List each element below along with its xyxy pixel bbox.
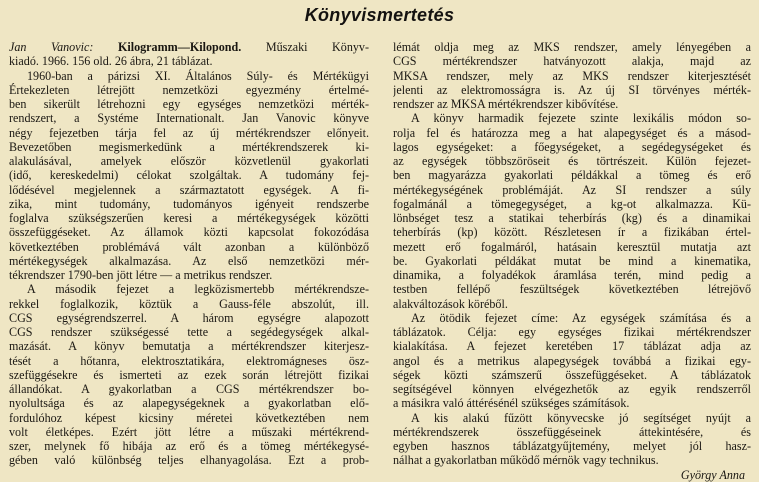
text-line: A könyv harmadik fejezete szinte lexikális módon so-	[411, 111, 751, 126]
text-line: egyben hasznos táblázatgyűjtemény, melyet jól hasz-	[393, 439, 751, 453]
text-line: teherbírás (kp) között. Részletesen ír a fizikában értel-	[393, 225, 751, 240]
book-title: Kilogramm—Kilopond.	[117, 40, 242, 54]
right-column	[393, 40, 751, 482]
text-line: következtében problémává vált azonban a különböző	[9, 239, 369, 254]
text-line: fogalmánál a tömegegységet, a kg-ot alkalmazza. Kü-	[393, 196, 751, 211]
text-line: rekkel foglalkozik, köztük a Gauss-féle abszolút, ill.	[9, 296, 369, 311]
text-line: alakváltozások köréből.	[393, 296, 508, 311]
text-line: ségek közti számszerű összefüggéseket. A táblázatok	[393, 367, 751, 382]
text-line: szer, melynek fő hibája az erő és a tömeg mértékegysé-	[9, 439, 369, 453]
text-line: jelenti az elektromosságra is. Az új SI törvényes mérték-	[393, 82, 751, 97]
text-line: táblázatok. Célja: egy egységes fizikai mértékrendszer	[393, 325, 751, 339]
text-line: az egységek többszöröseit és törtrészeit. Külön fejezet-	[393, 154, 751, 168]
text-line: segítségével könnyen elvégezhetők az egyik rendszerről	[393, 382, 751, 396]
text-line: lémát oldja meg az MKS rendszer, amely lényegében a	[393, 40, 751, 54]
text-line: 1960-ban a párizsi XI. Általános Súly- és Mértékügyi	[27, 68, 369, 83]
text-line: mértékrendszerek összefüggéseinek áttekintésére, és	[393, 424, 751, 439]
text-line: MKSA rendszer, mely az MKS rendszer kiterjesztését	[393, 68, 751, 83]
text-line: négy fejezetben tárja fel az új mértékrendszer előnyeit.	[9, 125, 369, 140]
left-column	[9, 40, 369, 468]
text-line: lagos egységeket: a főegységeket, a segédegységeket és	[393, 139, 751, 154]
text-line: testben fellépő feszültségek következtében létrejövő	[393, 282, 751, 297]
text-line: CGS egységrendszerrel. A három egységre alapozott	[9, 310, 369, 325]
text-line: gében való különbség teljes elhanyagolása. Ezt a prob-	[9, 453, 369, 468]
text-line: állandókat. A gyakorlatban a CGS mértékrendszer bo-	[9, 382, 369, 396]
review-signature: György Anna	[680, 467, 745, 482]
text-line: tékrendszer 1790-ben jött létre — a metrikus rendszer.	[9, 268, 273, 282]
page-title: Könyvismertetés	[304, 5, 455, 25]
text-line: alakulásával, amelyek először közvetlenül gyakorlati	[9, 154, 369, 168]
text-line: mazását. A könyv bemutatja a mértékrendszer kiterjesz-	[9, 339, 369, 354]
text-line: dinamika, a folyadékok áramlása terén, mind pedig a	[393, 268, 751, 282]
text-line: CGS mértékrendszer hatványozott alakja, majd az	[393, 54, 751, 69]
text-line: rendszert, a Systéme Internationalt. Jan Vanovic könyve	[9, 111, 369, 126]
text-line: zika, mint tudomány, tudományos igényeit rendszerbe	[9, 196, 369, 211]
text-line: rendszer az MKSA mértékrendszer kibővítése.	[393, 97, 619, 111]
text-line: angol és a metrikus alapegységek továbbá a fizikai egy-	[393, 353, 751, 368]
text-line: összefüggéseket. Az államok közti kapcsolat fokozódása	[9, 225, 369, 240]
text-line: Értekezleten létrejött nemzetközi egyezmény értelmé-	[9, 82, 369, 97]
text-line: fordulóhoz képest kicsiny méretei következtében nem	[9, 410, 369, 425]
text-line: A kis alakú fűzött könyvecske jó segítséget nyújt a	[411, 410, 751, 425]
text-line: mezett erő fogalmáról, hatásain keresztül mutatja azt	[393, 239, 751, 254]
text-line: (idő, kereskedelmi) célokat szolgáltak. A tudomány fej-	[9, 168, 369, 183]
text-line: mértékegységek alkalmazása. Az első nemzetközi mér-	[9, 253, 369, 268]
text-line: foglalva szükségszerűen keresi a mértékegységek közötti	[9, 211, 369, 225]
text-line: nyolultsága és az alapegységeknek a gyakorlatban elő-	[9, 396, 369, 411]
book-author: Jan Vanovic:	[9, 40, 94, 54]
text-line: Az ötödik fejezet címe: Az egységek számítása és a	[411, 310, 751, 325]
text-line: ben sikerült létrehozni egy egységes nemzetközi mérték-	[9, 97, 369, 111]
header-line	[9, 40, 369, 54]
text-line: rolja fel és határozza meg a hat alapegységet és a másod-	[393, 125, 751, 140]
text-line: Bevezetőben megismerkedünk a mértékrendszerek ki-	[9, 139, 369, 154]
text-line: volt életképes. Ezért jött létre a műszaki mértékrend-	[9, 424, 369, 439]
text-line: lődésével megjelennek a származtatott egységek. A fi-	[9, 182, 369, 197]
header-rest: Műszaki Könyv-	[265, 40, 369, 54]
text-line: kialakítása. A fejezet keretében 17 táblázat adja az	[393, 339, 751, 354]
text-line: CGS rendszer szükségessé tette a segédegységek alkal-	[9, 325, 369, 339]
text-line: be. Gyakorlati példákat mutat be mind a kinematika,	[393, 253, 751, 268]
text-line: kiadó. 1966. 156 old. 26 ábra, 21 táblázat.	[9, 54, 213, 69]
text-line: ben magyarázza gyakorlati példákkal a tömeg és erő	[393, 168, 751, 183]
text-line: lönbséget tesz a statikai teherbírás (kg) és a dinamikai	[393, 211, 751, 225]
text-line: tését a hőtanra, elektrosztatikára, elektromágneses ösz-	[9, 353, 369, 368]
text-line: nálhat a gyakorlatban működő mérnök vagy technikus.	[393, 453, 659, 468]
text-line: szefüggésekre és ismerteti az ezek során létrejött fizikai	[9, 367, 369, 382]
text-line: mértékegységének problémáját. Az SI rendszer a súly	[393, 182, 751, 197]
text-line: a másikra való áttérésénél szükséges számítások.	[393, 396, 630, 411]
text-line: A második fejezet a legközismertebb mértékrendsze-	[27, 282, 369, 297]
